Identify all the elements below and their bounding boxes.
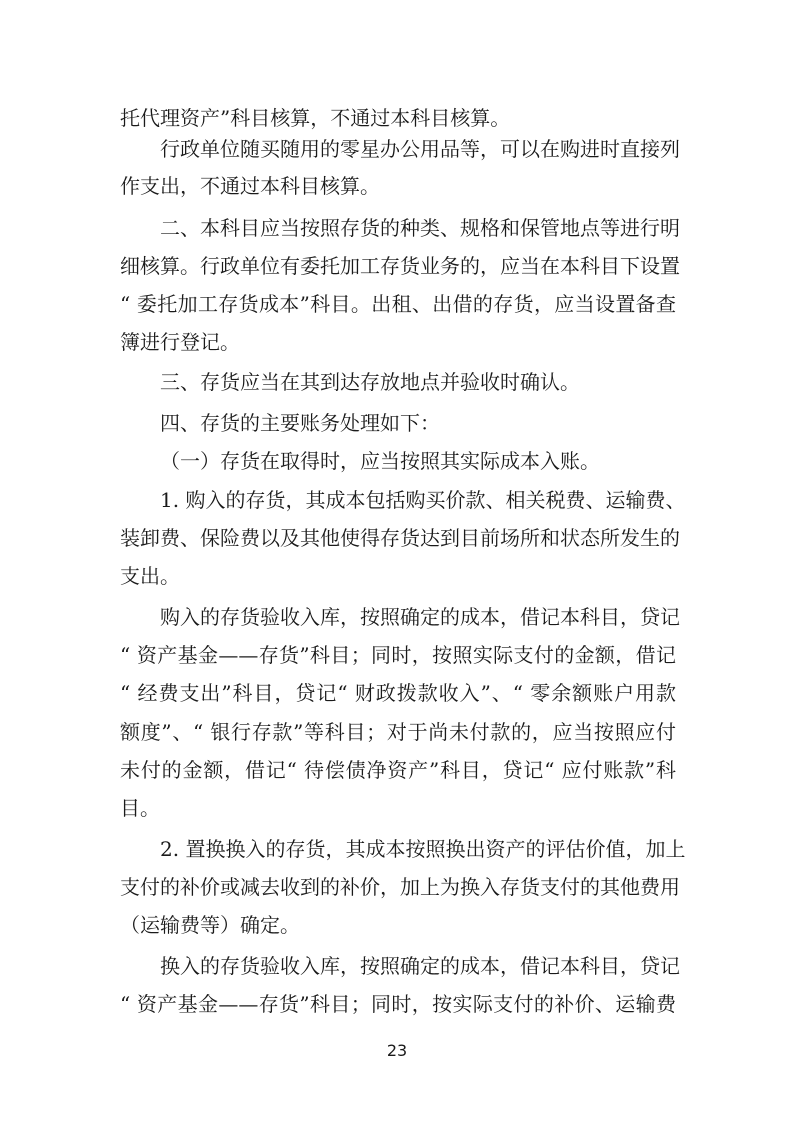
text-line-para-start: （一）存货在取得时，应当按照其实际成本入账。 (160, 449, 600, 473)
text-line: 装卸费、保险费以及其他使得存货达到目前场所和状态所发生的 (120, 526, 680, 550)
text-line: 额度”、“ 银行存款”等科目；对于尚未付款的，应当按照应付 (120, 720, 676, 744)
text-line-para-start: 二、本科目应当按照存货的种类、规格和保管地点等进行明 (160, 216, 680, 240)
text-line: （运输费等）确定。 (120, 913, 300, 937)
text-line: 细核算。行政单位有委托加工存货业务的，应当在本科目下设置 (120, 254, 680, 278)
text-line-para-start: 购入的存货验收入库，按照确定的成本，借记本科目，贷记 (160, 605, 680, 629)
text-line: “ 委托加工存货成本”科目。出租、出借的存货，应当设置备查 (120, 292, 676, 316)
text-line-para-start: 2. 置换换入的存货，其成本按照换出资产的评估价值，加上 (160, 837, 686, 861)
text-line-para-start: 换入的存货验收入库，按照确定的成本，借记本科目，贷记 (160, 954, 680, 978)
text-line: “ 经费支出”科目，贷记“ 财政拨款收入”、“ 零余额账户用款 (120, 681, 676, 705)
text-line: 支出。 (120, 564, 180, 588)
text-line-para-start: 1. 购入的存货，其成本包括购买价款、相关税费、运输费、 (160, 488, 686, 512)
text-line-para-start: 三、存货应当在其到达存放地点并验收时确认。 (160, 370, 580, 394)
text-line-continuation: 托代理资产”科目核算，不通过本科目核算。 (120, 106, 511, 130)
text-line: 簿进行登记。 (120, 330, 240, 354)
text-line: 目。 (120, 796, 160, 820)
text-line-para-start: 行政单位随买随用的零星办公用品等，可以在购进时直接列 (160, 137, 680, 161)
text-line: “ 资产基金——存货”科目；同时，按实际支付的补价、运输费 (120, 992, 676, 1016)
text-line: 支付的补价或减去收到的补价，加上为换入存货支付的其他费用 (120, 875, 680, 899)
page-number: 23 (386, 1041, 408, 1060)
text-line: “ 资产基金——存货”科目；同时，按照实际支付的金额，借记 (120, 643, 676, 667)
text-line: 作支出，不通过本科目核算。 (120, 174, 380, 198)
text-line: 未付的金额，借记“ 待偿债净资产”科目，贷记“ 应付账款”科 (120, 758, 676, 782)
text-line-para-start: 四、存货的主要账务处理如下： (160, 411, 440, 435)
